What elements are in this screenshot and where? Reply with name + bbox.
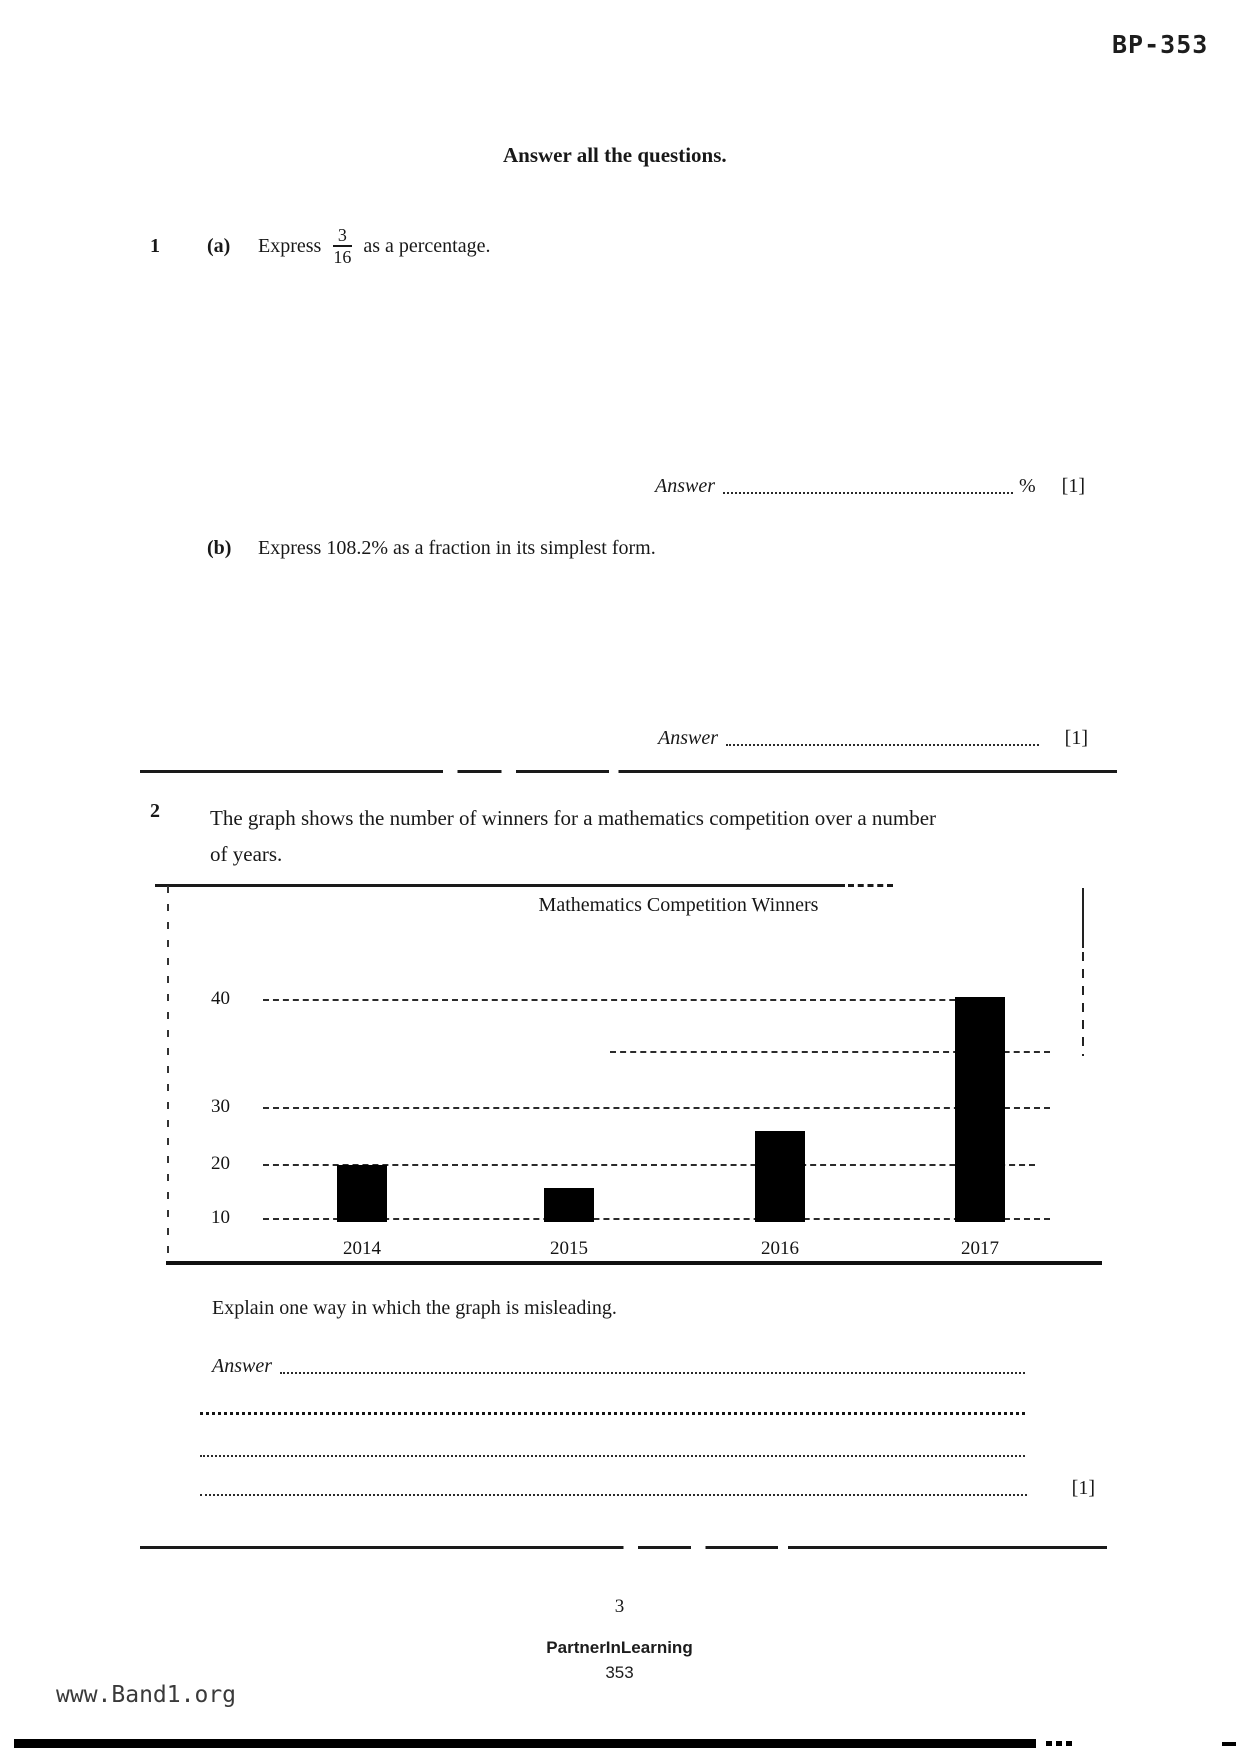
gridline-10 <box>263 1218 1050 1220</box>
bar-2015 <box>544 1188 594 1222</box>
fraction-numerator: 3 <box>333 225 352 247</box>
question-1b-label: (b) <box>207 536 232 559</box>
chart-border-right-solid <box>1082 888 1084 948</box>
fraction <box>331 225 353 267</box>
bar-2014 <box>337 1165 387 1222</box>
y-tick-30: 30 <box>211 1096 230 1117</box>
watermark: www.Band1.org <box>56 1682 237 1708</box>
answer-line-1a <box>655 470 1085 498</box>
answer-label: Answer <box>212 1355 272 1377</box>
question-1-number: 1 <box>150 234 160 257</box>
scan-artifact-dashes <box>1046 1741 1072 1746</box>
chart-border-right-dashes <box>1082 952 1084 1056</box>
x-label-2017: 2017 <box>961 1238 999 1259</box>
gridline-partial-35 <box>610 1051 1050 1053</box>
x-label-2015: 2015 <box>550 1238 588 1259</box>
question-2-row <box>150 800 936 872</box>
question-2-prompt-line1: The graph shows the number of winners for a mathematics competition over a number <box>210 806 937 830</box>
y-tick-10: 10 <box>211 1207 230 1228</box>
bar-2016 <box>755 1131 805 1222</box>
gridline-30 <box>263 1107 1050 1109</box>
bar-2017 <box>955 997 1005 1222</box>
answer-leader <box>723 492 1013 494</box>
chart-border-left <box>167 886 169 1264</box>
fraction-denominator: 16 <box>333 247 352 267</box>
answer-leader <box>726 744 1039 746</box>
marks-badge-1b: [1] <box>1064 727 1088 749</box>
answer-line-2-3 <box>200 1455 1025 1457</box>
question-2-prompt <box>210 800 936 872</box>
gridline-40 <box>263 999 1005 1001</box>
x-label-2014: 2014 <box>343 1238 381 1259</box>
chart-title: Mathematics Competition Winners <box>538 894 819 916</box>
doc-code: BP-353 <box>1112 30 1209 59</box>
scan-artifact-dot <box>1222 1742 1236 1746</box>
scan-artifact-bar <box>14 1739 1036 1748</box>
section-separator-top <box>140 770 1117 773</box>
question-2-explain: Explain one way in which the graph is misleading. <box>212 1297 617 1319</box>
chart-border-top-dashes <box>848 884 893 887</box>
question-2-prompt-line2: of years. <box>210 842 283 866</box>
question-1a-row <box>150 203 490 289</box>
chart-axis-bottom <box>166 1261 1102 1265</box>
y-tick-40: 40 <box>211 988 230 1009</box>
x-label-2016: 2016 <box>761 1238 799 1259</box>
section-separator-bottom <box>140 1546 1107 1549</box>
question-1b-row <box>150 532 656 564</box>
answer-line-2-2 <box>200 1412 1025 1415</box>
page-number: 3 <box>614 1596 625 1617</box>
answer-label: Answer <box>658 727 718 749</box>
question-1b-text: Express 108.2% as a fraction in its simplest form. <box>258 536 656 559</box>
marks-badge-1a: [1] <box>1061 475 1085 497</box>
answer-label: Answer <box>655 475 715 497</box>
chart-border-top <box>155 884 845 887</box>
question-1a-text-after: as a percentage. <box>363 234 491 257</box>
question-1a-label: (a) <box>207 234 231 257</box>
answer-leader <box>200 1494 1027 1496</box>
brand-name: PartnerInLearning <box>546 1638 693 1657</box>
gridline-20 <box>263 1164 1035 1166</box>
marks-badge-2: [1] <box>1071 1477 1095 1499</box>
answer-line-2-1 <box>212 1350 1025 1378</box>
question-2-number: 2 <box>150 800 160 822</box>
y-tick-20: 20 <box>211 1153 230 1174</box>
percent-sign: % <box>1019 475 1036 497</box>
answer-line-2-4 <box>200 1472 1095 1500</box>
brand-number: 353 <box>605 1663 634 1682</box>
question-1a-text-before: Express <box>258 234 322 257</box>
instruction-heading: Answer all the questions. <box>503 143 727 167</box>
answer-leader <box>280 1372 1025 1374</box>
answer-line-1b <box>658 722 1088 750</box>
